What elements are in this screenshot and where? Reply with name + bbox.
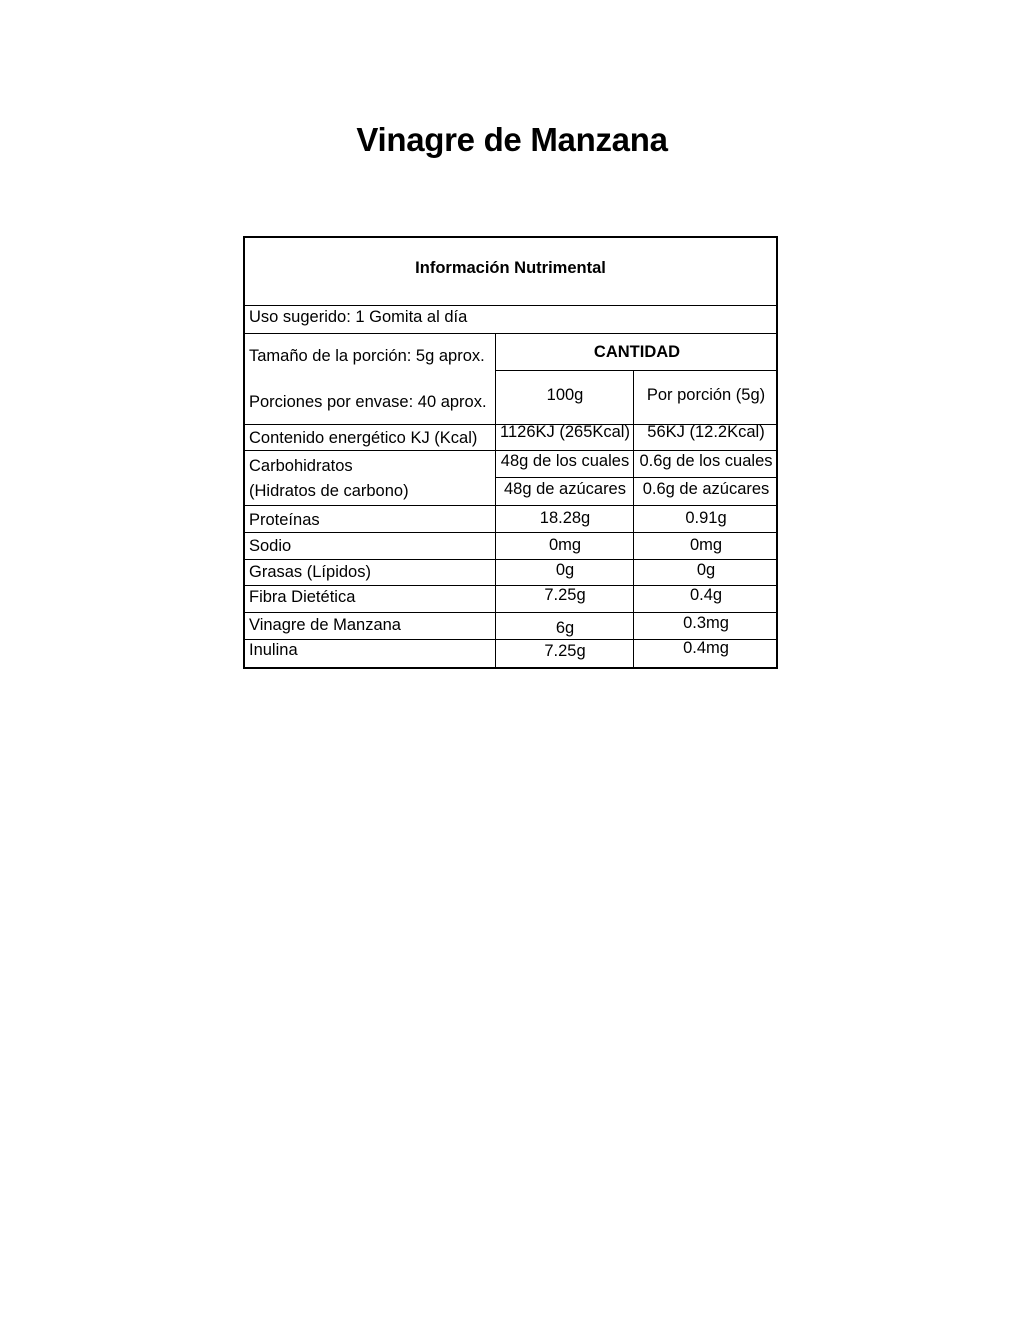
row-value-100g: 48g de los cuales	[500, 452, 630, 470]
row-label-fats: Grasas (Lípidos)	[249, 563, 371, 581]
table-header: Información Nutrimental	[415, 259, 606, 277]
row-value-portion: 0g	[696, 561, 716, 579]
row-label-energy: Contenido energético KJ (Kcal)	[249, 429, 478, 447]
row-label-inulin: Inulina	[249, 641, 298, 659]
row-label-proteins: Proteínas	[249, 511, 320, 529]
row-value-100g-sugars: 48g de azúcares	[503, 480, 626, 498]
divider	[496, 477, 778, 478]
divider	[243, 532, 778, 533]
row-value-portion: 0.6g de los cuales	[639, 452, 773, 470]
row-value-portion: 56KJ (12.2Kcal)	[647, 423, 765, 441]
row-value-100g: 1126KJ (265Kcal)	[500, 423, 630, 441]
divider	[243, 333, 778, 334]
quantity-header: CANTIDAD	[593, 343, 681, 361]
row-value-100g: 7.25g	[544, 586, 586, 604]
row-label-carbohydrates: Carbohidratos	[249, 457, 353, 475]
suggested-use: Uso sugerido: 1 Gomita al día	[249, 308, 468, 326]
row-value-portion-sugars: 0.6g de azúcares	[642, 480, 770, 498]
row-value-100g: 0mg	[548, 536, 582, 554]
divider	[243, 305, 778, 306]
row-label-fiber: Fibra Dietética	[249, 588, 356, 606]
row-value-100g: 7.25g	[544, 642, 586, 660]
row-value-100g: 18.28g	[539, 509, 591, 527]
divider	[243, 505, 778, 506]
divider	[496, 370, 778, 371]
page-title: Vinagre de Manzana	[356, 121, 668, 158]
row-value-100g: 6g	[555, 619, 575, 637]
row-value-portion: 0mg	[689, 536, 723, 554]
row-value-100g: 0g	[555, 561, 575, 579]
row-label-carbohydrates-sub: (Hidratos de carbono)	[249, 482, 409, 500]
row-label-apple-vinegar: Vinagre de Manzana	[249, 616, 401, 634]
row-label-sodium: Sodio	[249, 537, 292, 555]
row-value-portion: 0.3mg	[683, 614, 729, 632]
col-100g-header: 100g	[546, 386, 584, 404]
row-value-portion: 0.4g	[689, 586, 723, 604]
col-portion-header: Por porción (5g)	[646, 386, 766, 404]
servings-per-container: Porciones por envase: 40 aprox.	[249, 393, 487, 411]
row-value-portion: 0.4mg	[683, 639, 729, 657]
row-value-portion: 0.91g	[685, 509, 727, 527]
serving-size: Tamaño de la porción: 5g aprox.	[249, 347, 485, 365]
